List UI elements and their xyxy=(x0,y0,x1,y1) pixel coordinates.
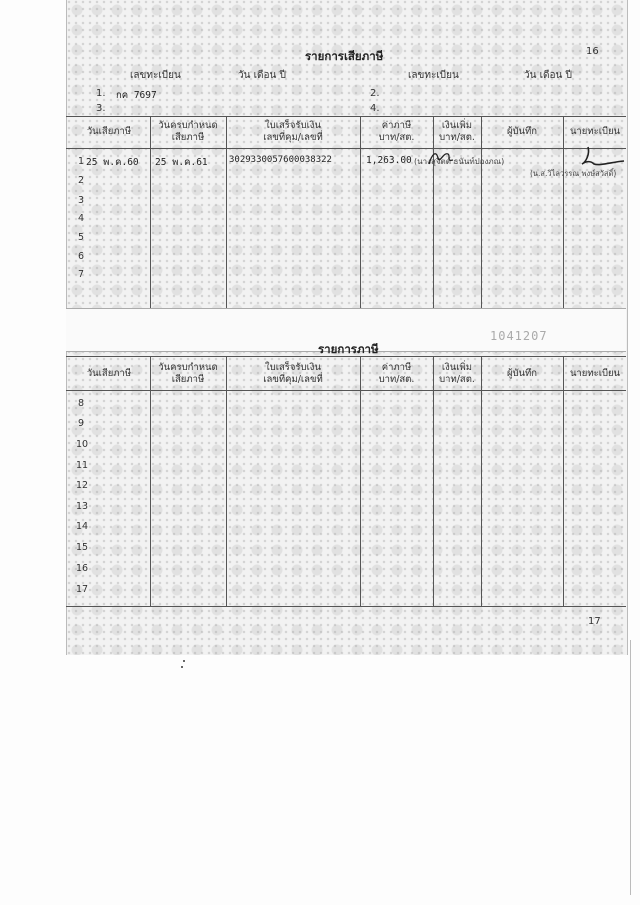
header-receipt: ใบเสร็จรับเงิน เลขที่คุม/เลขที่ xyxy=(263,362,323,385)
row-number: 2 xyxy=(78,175,85,186)
due-date-cell: 25 พ.ค.61 xyxy=(155,157,208,168)
tax-amount-cell: 1,263.00 xyxy=(366,155,412,166)
reg-label-left: เลขทะเบียน xyxy=(130,70,181,81)
row-number: 11 xyxy=(76,460,89,471)
row-number: 10 xyxy=(76,439,89,450)
reg-label-right: เลขทะเบียน xyxy=(408,70,459,81)
row-number: 5 xyxy=(78,232,85,243)
row-number: 7 xyxy=(78,269,85,280)
reg-entry-no: 4. xyxy=(370,103,380,114)
registrar-signature xyxy=(578,144,628,170)
header-tax-date: วันเสียภาษี xyxy=(86,126,132,137)
tax-date-cell: 25 พ.ค.60 xyxy=(86,157,139,168)
row-number: 14 xyxy=(76,521,89,532)
reg-entry-no: 2. xyxy=(370,88,380,99)
header-extra-amount: เงินเพิ่ม บาท/สต. xyxy=(439,120,475,143)
header-registrar: นายทะเบียน xyxy=(569,368,621,379)
recorder-cell: (นางสุจิตต์ ธนันท์ปองภณ) xyxy=(414,157,505,166)
row-number: 8 xyxy=(78,398,85,409)
header-recorder: ผู้บันทึก xyxy=(506,368,538,379)
header-recorder: ผู้บันทึก xyxy=(506,126,538,137)
top-section-title: รายการเสียภาษี xyxy=(305,49,384,63)
reg-entry-value: กค 7697 xyxy=(116,90,157,101)
strip-number: 1041207 xyxy=(490,329,548,343)
registrar-cell: (น.ส.วิไลวรรณ พงษ์สวัสดิ์) xyxy=(530,169,617,178)
header-registrar: นายทะเบียน xyxy=(569,126,621,137)
row-number: 12 xyxy=(76,480,89,491)
header-tax-date: วันเสียภาษี xyxy=(86,368,132,379)
header-extra-amount: เงินเพิ่ม บาท/สต. xyxy=(439,362,475,385)
header-tax-amount: ค่าภาษี บาท/สต. xyxy=(378,120,415,143)
row-number: 17 xyxy=(76,584,89,595)
scan-edge xyxy=(630,640,631,895)
row-number: 15 xyxy=(76,542,89,553)
recorder-signature xyxy=(426,146,456,170)
reg-entry-no: 1. xyxy=(96,88,106,99)
header-due-date: วันครบกำหนด เสียภาษี xyxy=(158,362,218,385)
scan-mark xyxy=(181,666,183,668)
header-tax-amount: ค่าภาษี บาท/สต. xyxy=(378,362,415,385)
reg-entry-no: 3. xyxy=(96,103,106,114)
row-number: 16 xyxy=(76,563,89,574)
header-due-date: วันครบกำหนด เสียภาษี xyxy=(158,120,218,143)
page-number-bottom: 17 xyxy=(588,616,601,627)
receipt-cell: 3029330057600038322 xyxy=(229,155,332,165)
row-number: 3 xyxy=(78,195,85,206)
row-number: 6 xyxy=(78,251,85,262)
bottom-section-title: รายการภาษี xyxy=(318,342,379,356)
row-number: 4 xyxy=(78,213,85,224)
date-label-right: วัน เดือน ปี xyxy=(524,70,572,81)
row-number: 9 xyxy=(78,418,85,429)
date-label-left: วัน เดือน ปี xyxy=(238,70,286,81)
row-number: 1 xyxy=(78,156,85,167)
row-number: 13 xyxy=(76,501,89,512)
scan-mark xyxy=(183,660,185,662)
page-number-top: 16 xyxy=(586,46,599,57)
header-receipt: ใบเสร็จรับเงิน เลขที่คุม/เลขที่ xyxy=(263,120,323,143)
